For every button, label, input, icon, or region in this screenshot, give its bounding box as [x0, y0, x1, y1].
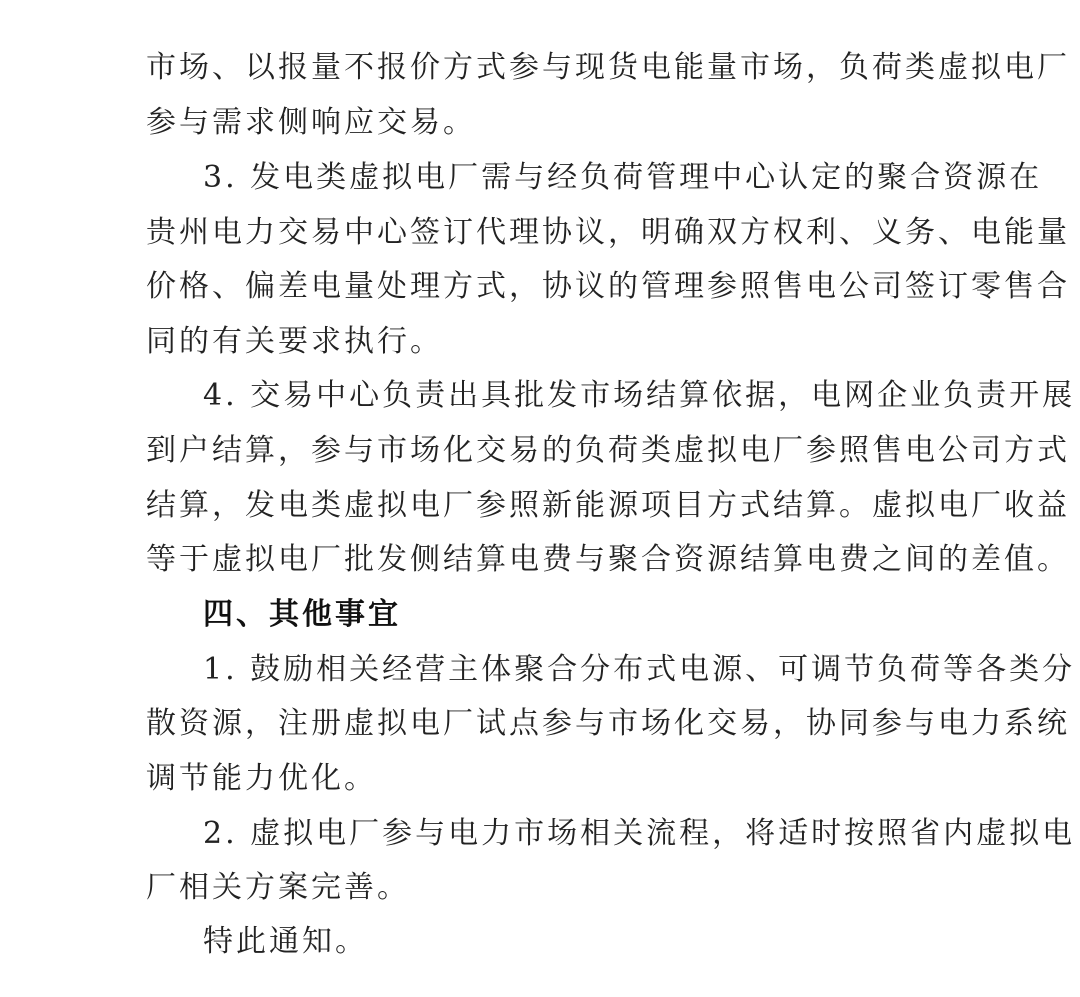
item-4-line: 结算，发电类虚拟电厂参照新能源项目方式结算。虚拟电厂收益	[146, 488, 1070, 523]
item-3-line: 同的有关要求执行。	[146, 324, 443, 359]
section-item-1-line: 1. 鼓励相关经营主体聚合分布式电源、可调节负荷等各类分	[203, 652, 1076, 687]
item-4-line: 到户结算，参与市场化交易的负荷类虚拟电厂参照售电公司方式	[146, 433, 1070, 468]
section-item-2-line: 厂相关方案完善。	[146, 870, 410, 905]
section-item-1-line: 散资源，注册虚拟电厂试点参与市场化交易，协同参与电力系统	[146, 706, 1070, 741]
item-3-line: 3. 发电类虚拟电厂需与经负荷管理中心认定的聚合资源在	[203, 160, 1043, 195]
section-item-1-line: 调节能力优化。	[146, 761, 377, 796]
item-3-line: 贵州电力交易中心签订代理协议，明确双方权利、义务、电能量	[146, 215, 1070, 250]
paragraph-line: 参与需求侧响应交易。	[146, 105, 476, 140]
section-item-2-line: 2. 虚拟电厂参与电力市场相关流程，将适时按照省内虚拟电	[203, 816, 1076, 851]
item-4-line: 等于虚拟电厂批发侧结算电费与聚合资源结算电费之间的差值。	[146, 542, 1070, 577]
item-4-line: 4. 交易中心负责出具批发市场结算依据，电网企业负责开展	[203, 378, 1076, 413]
closing-statement: 特此通知。	[203, 924, 368, 959]
paragraph-line: 市场、以报量不报价方式参与现货电能量市场，负荷类虚拟电厂	[146, 50, 1070, 85]
item-3-line: 价格、偏差电量处理方式，协议的管理参照售电公司签订零售合	[146, 269, 1070, 304]
section-heading: 四、其他事宜	[203, 597, 401, 632]
